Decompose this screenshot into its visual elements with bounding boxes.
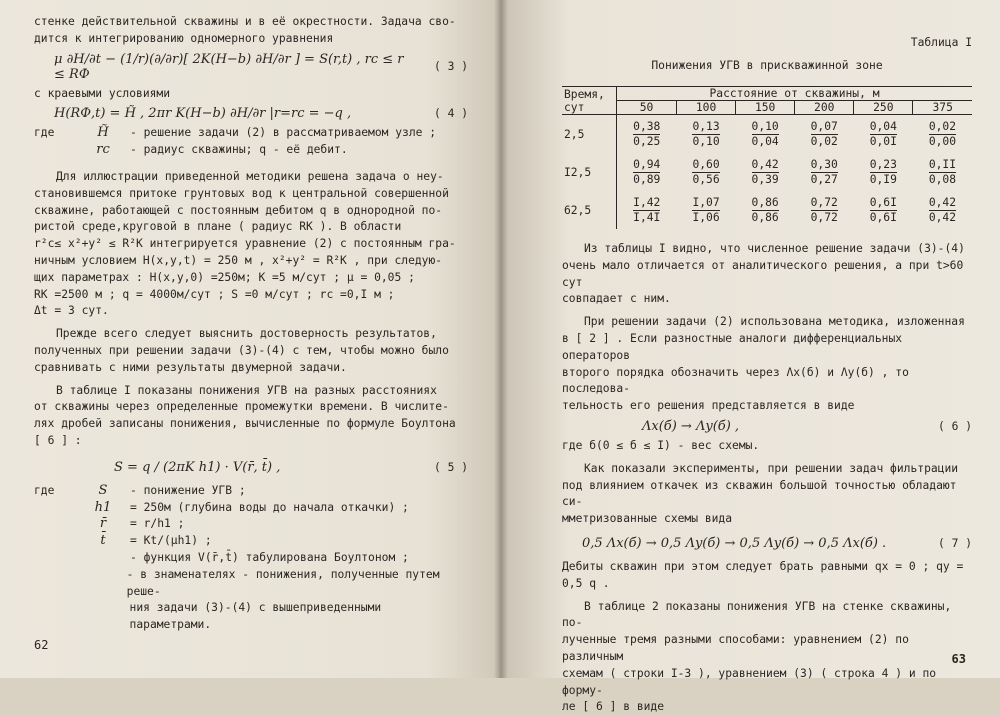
definitions-bottom [34,483,468,634]
definition-lead [34,550,76,567]
text-line: очень мало отличается от аналитического решения, а при t>60 сут [562,258,964,289]
text-line: мметризованные схемы вида [562,512,733,526]
fraction-cell [736,115,795,154]
fraction-cell [617,153,677,191]
equation-7-expression: 0,5 Λx(б) → 0,5 Λy(б) → 0,5 Λy(б) → 0,5 Λx(б) . [582,535,887,551]
table-1 [562,86,972,229]
left-page [0,0,500,678]
numerator-value: 0,38 [633,119,661,133]
equation-7-number: ( 7 ) [937,536,972,550]
fraction [929,158,956,187]
fraction [870,120,897,149]
fraction-cell [854,153,913,191]
denominator-value: 0,89 [633,172,661,186]
definitions-top [34,125,468,159]
text-line: лях дробей записаны понижения, вычисленные по формуле Боултона [34,417,456,431]
fraction [752,120,779,149]
definition-lead [34,533,76,550]
definition-lead [34,142,76,159]
text-line: Из таблицы I видно, что численное решение задачи (3)-(4) [584,242,965,255]
text-line: скважине, работающей с постоянным дебитом q в однородной по- [34,203,443,217]
numerator-value: 0,23 [869,157,897,171]
text-line: сравнивать с ними результаты двумерной задачи. [34,360,347,374]
text-line: второго порядка обозначить через Λx(б) и Λy(б) , то последова- [562,365,909,396]
table-row [562,191,972,229]
distance-cell: 150 [736,101,795,115]
denominator-value: 0,6I [869,210,897,224]
definition-row [34,125,468,142]
fraction [752,158,779,187]
definition-lead [34,567,75,601]
table-row [562,115,972,154]
numerator-value: I,42 [633,195,661,209]
time-cell: I2,5 [562,153,617,191]
fraction [633,120,660,149]
denominator-value: 0,0I [869,134,897,148]
definition-symbol [75,567,127,601]
definition-text: = 250м (глубина воды до начала откачки) ; [130,500,409,514]
numerator-value: 0,94 [633,157,661,171]
fraction [870,196,897,225]
denominator-value: 0,39 [751,172,779,186]
definition-lead [34,516,76,533]
definition-lead [34,600,76,634]
fraction-cell [736,191,795,229]
fraction [633,196,660,225]
fraction [692,158,719,187]
denominator-value: 0,27 [810,172,838,186]
denominator-value: 0,42 [928,210,957,224]
fraction [870,158,897,187]
definition-symbol [76,600,130,634]
numerator-value: I,07 [692,195,720,209]
text-line: При решении задачи (2) использована методика, изложенная [584,315,965,329]
time-cell: 62,5 [562,191,617,229]
text-line: r²c≤ x²+y² ≤ R²K интегрируется уравнение (2) с постоянным гра- [34,237,456,251]
numerator-value: 0,07 [810,119,838,133]
definition-text: - решение задачи (2) в рассматриваемом узле ; [130,126,437,140]
fraction-cell [677,153,736,191]
distance-cell: 200 [795,101,854,115]
text-line: Для иллюстрации приведенной методики решена задача о неу- [56,169,444,183]
text-line: Прежде всего следует выяснить достоверность результатов, [56,327,437,341]
text-line: дится к интегрированию одномерного уравнения [34,31,334,45]
fraction [633,158,660,187]
definition-symbol: rc [96,142,110,158]
fraction-cell [677,191,736,229]
text-line: становившемся притоке грунтовых вод к центральной совершенной [34,186,449,200]
fraction-cell [913,115,972,154]
fraction [929,196,956,225]
denominator-value: 0,00 [928,134,957,148]
distance-cell: 375 [913,101,972,115]
denominator-value: 0,I9 [869,172,897,186]
definition-row [34,600,468,634]
equation-5-expression: S = q / (2πK h1) · V(r̄, t̄) , [114,459,281,475]
text-line: В таблице I показаны понижения УГВ на разных расстояниях [56,383,437,397]
definition-text: = Kt/(μh1) ; [130,534,212,548]
numerator-value: 0,86 [751,195,779,209]
denominator-value: 0,25 [633,134,661,148]
equation-5-number: ( 5 ) [433,460,468,474]
fraction [752,196,779,225]
text-line: от скважины через определенные промежутки времени. В числите- [34,400,449,414]
fraction [811,158,838,187]
text-line: щих параметрах : H(x,y,0) =250м; K =5 м/сут ; μ = 0,05 ; [34,270,415,284]
time-cell: 2,5 [562,115,617,154]
equation-3-expression: μ ∂H/∂t − (1/r)(∂/∂r)[ 2K(H−b) ∂H/∂r ] = S(r,t) , rc ≤ r ≤ RФ [54,51,404,82]
fraction [811,196,838,225]
distance-header: Расстояние от скважины, м [617,87,973,101]
equation-3-number: ( 3 ) [433,60,468,74]
text-line: стенке действительной скважины и в её окрестности. Задача сво- [34,15,456,28]
numerator-value: 0,10 [751,119,779,133]
denominator-value: 0,04 [751,134,779,148]
distance-cell: 100 [677,101,736,115]
numerator-value: 0,02 [928,119,957,133]
numerator-value: 0,42 [751,157,779,171]
text-line: ле [ 6 ] в виде [562,700,665,714]
equation-4-expression: H(RФ,t) = H̃ , 2πr K(H−b) ∂H/∂r |r=rc = −q , [54,106,352,122]
denominator-value: I,4I [633,210,661,224]
text-line: тельность его решения представляется в виде [562,399,855,413]
table-title: Понижения УГВ в прискважинной зоне [651,59,883,72]
definition-lead: где [34,126,55,140]
right-page [500,0,1000,714]
table-row [562,153,972,191]
text-line: ничным условием H(x,y,t) = 250 м , x²+y² = R²K , при следую- [34,253,443,267]
fraction [811,120,838,149]
definition-text: ния задачи (3)-(4) с вышеприведенными параметрами. [129,601,382,632]
text-line: В таблице 2 показаны понижения УГВ на стенке скважины, по- [562,599,952,630]
definition-text: - радиус скважины; q - её дебит. [130,143,348,157]
text-line: ристой среде,круговой в плане ( радиус RK ). В области [34,220,402,234]
definition-text: - понижение УГВ ; [130,483,246,497]
equation-6-expression: Λx(б) → Λy(б) , [642,418,740,434]
text-line: Как показали эксперименты, при решении задач фильтрации [584,461,959,475]
definition-row [34,567,468,601]
distance-cell: 250 [854,101,913,115]
text-line: лученные тремя разными способами: уравнением (2) по различным [562,633,909,663]
definition-symbol: S [98,482,108,498]
page-number-left: 62 [34,638,49,652]
denominator-value: 0,02 [810,134,838,148]
text-line: в [ 2 ] . Если разностные аналоги дифференциальных операторов [562,331,903,362]
fraction [929,120,956,149]
numerator-value: 0,04 [869,119,897,133]
book-gutter [494,0,508,678]
definition-row [34,550,468,567]
numerator-value: 0,30 [810,157,838,171]
table-label: Таблица I [910,36,972,49]
definition-row [34,142,468,159]
text-line: полученных при решении задачи (3)-(4) с тем, чтобы можно было [34,343,449,357]
equation-7 [562,536,972,551]
definition-symbol: H̃ [97,125,109,141]
debit-line: Дебиты скважин при этом следует брать равными qx = 0 ; qy = 0,5 q . [562,559,964,590]
definition-row [34,483,468,500]
fraction-cell [795,153,854,191]
fraction-cell [677,115,736,154]
definition-row [34,500,468,517]
numerator-value: 0,6I [869,195,897,209]
page-number-right: 63 [951,652,966,666]
fraction [692,196,719,225]
definition-lead: где [34,483,55,497]
definition-symbol: t̄ [100,533,106,549]
numerator-value: 0,72 [810,195,838,209]
text-line: [ 6 ] : [34,433,82,447]
distance-cell: 50 [639,101,654,114]
definition-symbol: h1 [94,499,112,515]
definition-row [34,516,468,533]
definition-row [34,533,468,550]
definition-text: - функция V(r̄,t̄) табулирована Боултоном ; [130,550,409,564]
numerator-value: 0,13 [692,119,720,133]
fraction-cell [795,115,854,154]
equation-4-number: ( 4 ) [433,107,468,121]
text-line: схемам ( строки I-3 ), уравнением (3) ( строка 4 ) и по форму- [562,666,937,697]
fraction-cell [617,191,677,229]
definition-symbol [76,550,130,567]
numerator-value: 0,42 [928,195,957,209]
definition-lead [34,500,76,517]
fraction-cell [617,115,677,154]
equation-6-note: где б(0 ≤ б ≤ I) - вес схемы. [562,438,760,452]
fraction-cell [913,191,972,229]
time-header: Время, сут [562,87,617,115]
denominator-value: I,06 [692,210,720,224]
fraction-cell [913,153,972,191]
fraction-cell [854,115,913,154]
boundary-label: с краевыми условиями [34,86,171,100]
fraction-cell [854,191,913,229]
text-line: Δt = 3 сут. [34,304,109,318]
equation-6-number: ( 6 ) [937,419,972,433]
fraction-cell [736,153,795,191]
fraction-cell [795,191,854,229]
definition-symbol: r̄ [99,516,107,532]
denominator-value: 0,86 [751,210,779,224]
definition-text: - в знаменателях - понижения, полученные путем реше- [126,567,440,598]
text-line: RK =2500 м ; q = 4000м/сут ; S =0 м/сут ; rc =0,I м ; [34,287,395,301]
equation-4 [34,106,468,121]
fraction [692,120,719,149]
denominator-value: 0,08 [928,172,957,186]
numerator-value: 0,II [928,157,957,171]
text-line: под влиянием откачек из скважин большой точностью обладают си- [562,478,957,509]
denominator-value: 0,56 [692,172,720,186]
equation-6 [562,419,972,434]
numerator-value: 0,60 [692,157,720,171]
text-line: совпадает с ним. [562,292,671,306]
denominator-value: 0,10 [692,134,720,148]
equation-3 [34,52,468,82]
equation-5 [34,460,468,475]
definition-text: = r/h1 ; [130,517,185,531]
denominator-value: 0,72 [810,210,838,224]
